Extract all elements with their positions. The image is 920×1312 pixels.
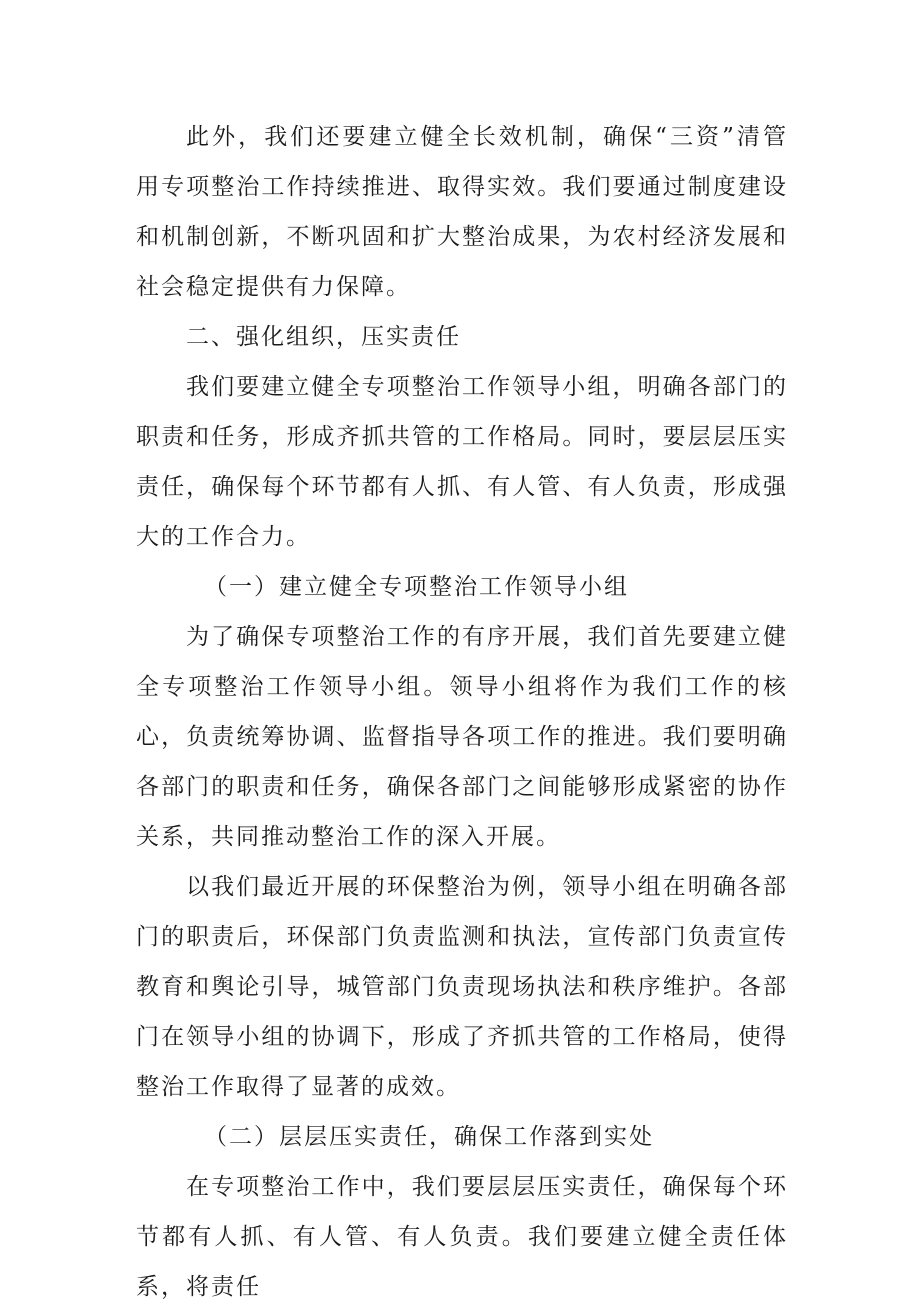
section-heading-strengthen-organization: 二、强化组织，压实责任 bbox=[186, 324, 461, 350]
paragraph-leading-group-role: 为了确保专项整治工作的有序开展，我们首先要建立健全专项整治工作领导小组。领导小组将作为我们工作的核心，负责统筹协调、监督指导各项工作的推进。我们要明确各部门的职责和任务，确保各部门之间能够形成紧密的协作关系，共同推动整治工作的深入开展。 bbox=[136, 624, 788, 850]
paragraph-long-term-mechanism: 此外，我们还要建立健全长效机制，确保“三资”清管用专项整治工作持续推进、取得实效。我们要通过制度建设和机制创新，不断巩固和扩大整治成果，为农村经济发展和社会稳定提供有力保障。 bbox=[136, 124, 788, 300]
paragraph-leading-group-overview: 我们要建立健全专项整治工作领导小组，明确各部门的职责和任务，形成齐抓共管的工作格局。同时，要层层压实责任，确保每个环节都有人抓、有人管、有人负责，形成强大的工作合力。 bbox=[136, 374, 788, 550]
paragraph-responsibility-system: 在专项整治工作中，我们要层层压实责任，确保每个环节都有人抓、有人管、有人负责。我们要建立健全责任体系，将责任 bbox=[136, 1174, 788, 1300]
document-body bbox=[136, 112, 788, 1312]
subsection-heading-compact-responsibility: （二）层层压实责任，确保工作落到实处 bbox=[204, 1124, 654, 1150]
subsection-heading-establish-leading-group: （一）建立健全专项整治工作领导小组 bbox=[204, 574, 629, 600]
paragraph-environmental-example: 以我们最近开展的环保整治为例，领导小组在明确各部门的职责后，环保部门负责监测和执法，宣传部门负责宣传教育和舆论引导，城管部门负责现场执法和秩序维护。各部门在领导小组的协调下，形成了齐抓共管的工作格局，使得整治工作取得了显著的成效。 bbox=[136, 874, 788, 1100]
